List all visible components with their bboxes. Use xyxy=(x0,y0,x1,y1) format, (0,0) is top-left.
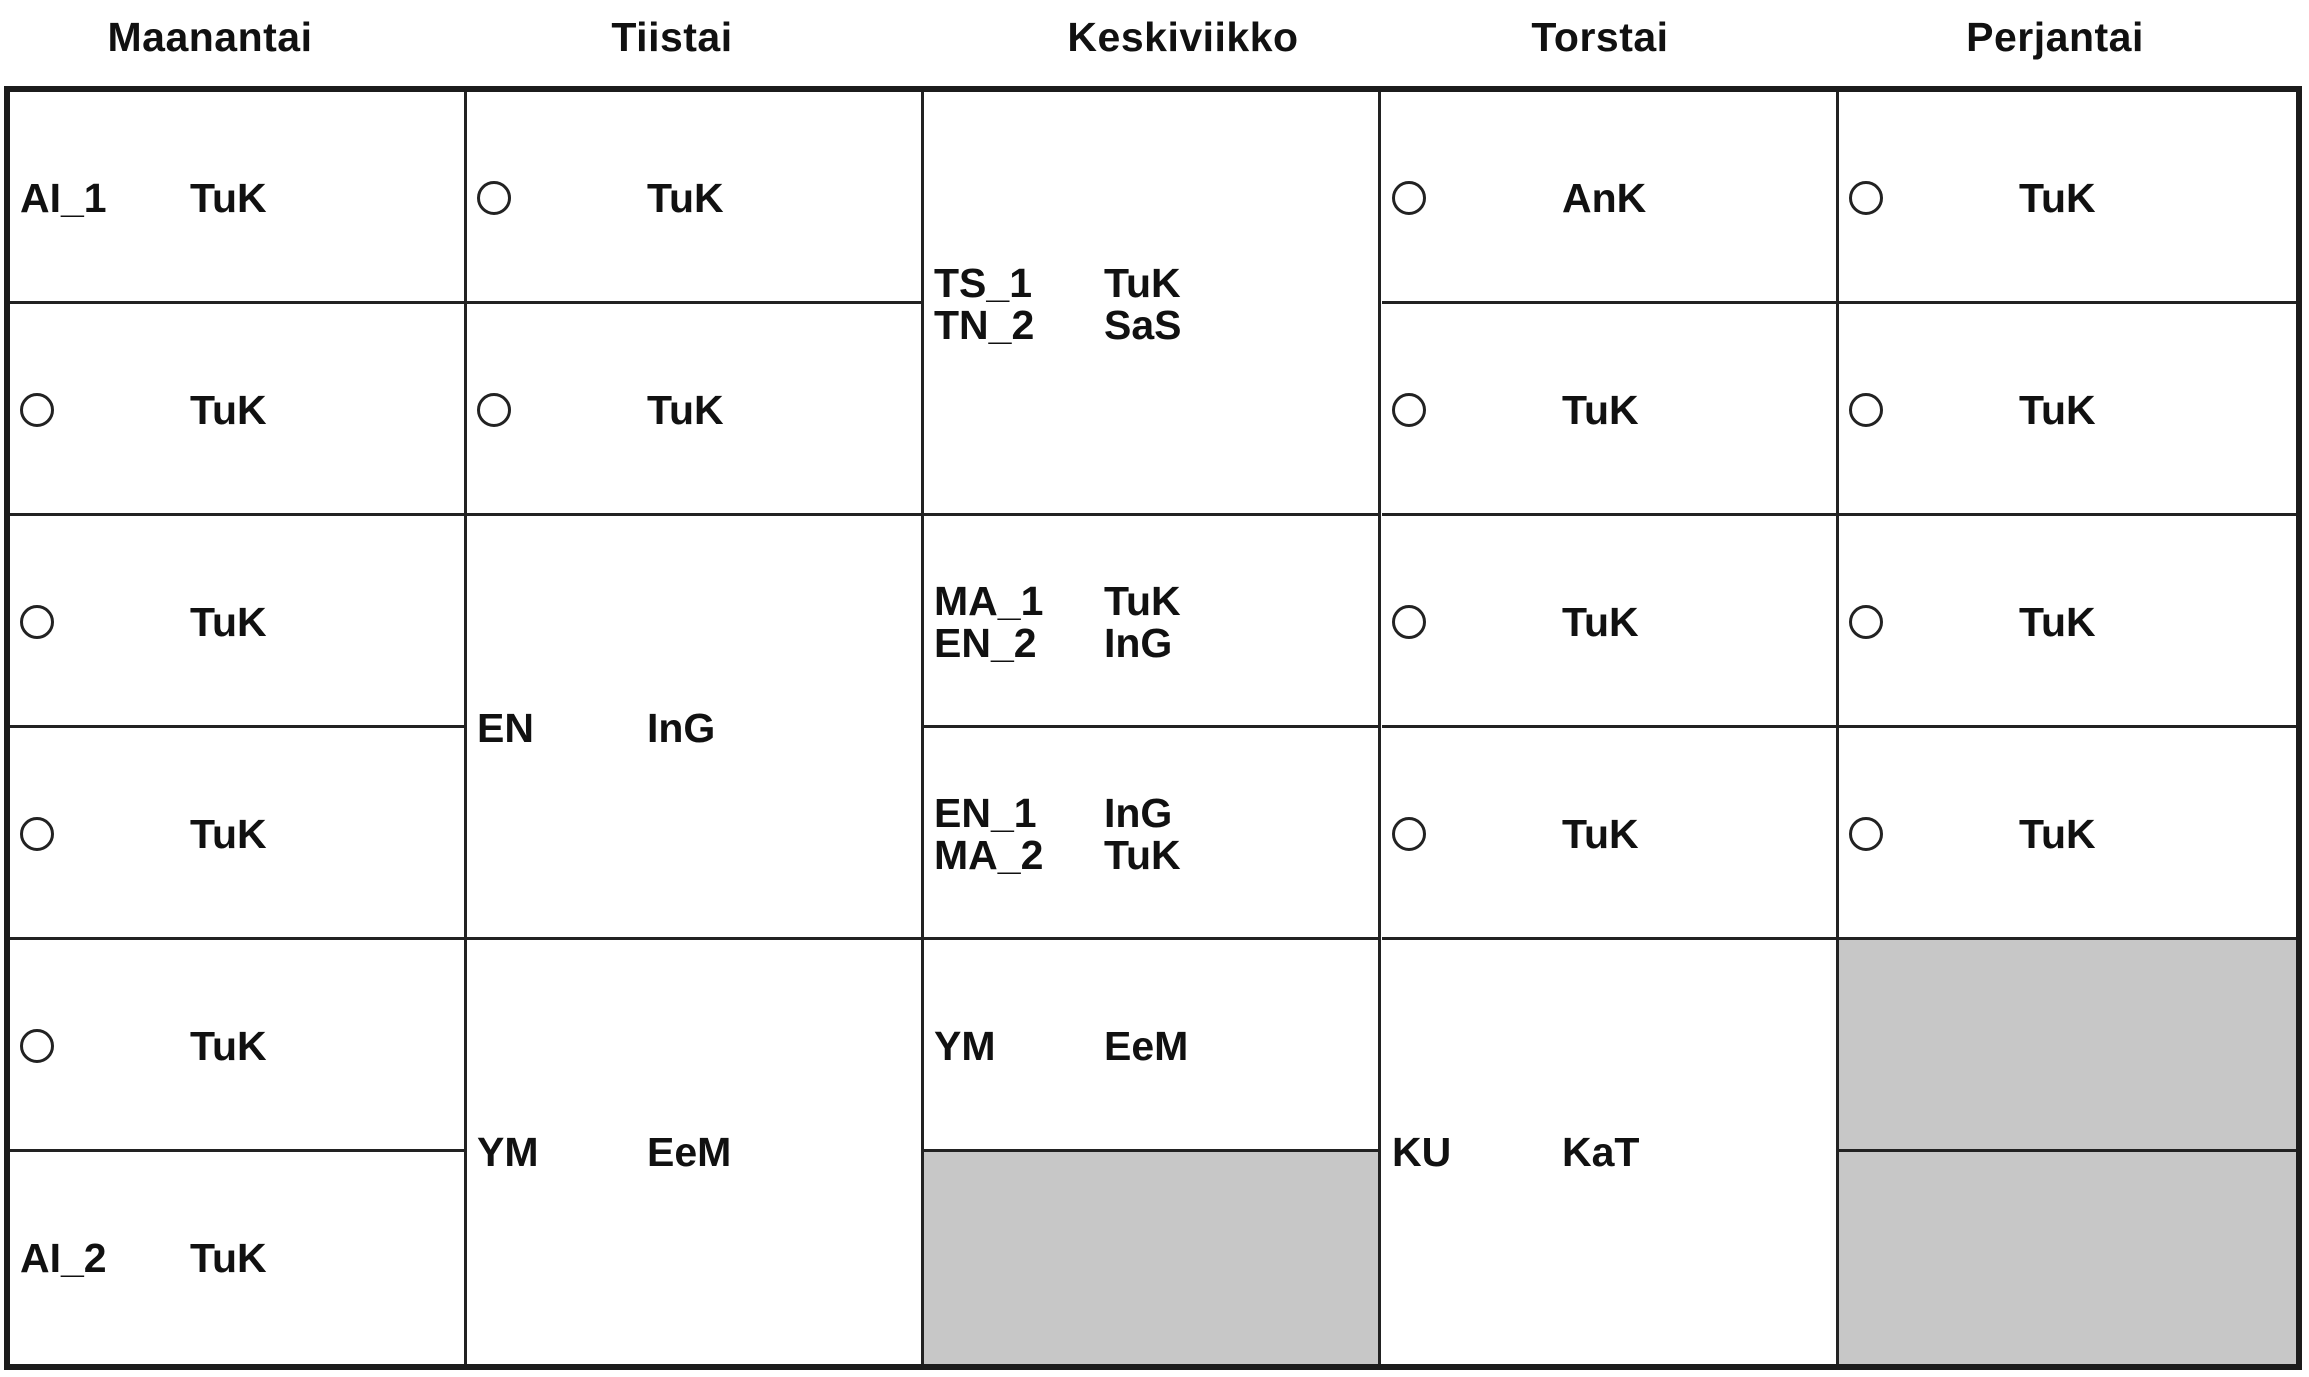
day-header-thursday: Torstai xyxy=(1531,14,1669,60)
teacher-code: TuK xyxy=(1562,387,1639,433)
teacher-code: TuK xyxy=(2019,811,2096,857)
day-header-row xyxy=(0,0,2309,84)
teacher-code: TuK xyxy=(190,1235,267,1281)
lesson-cell xyxy=(1382,516,1836,728)
schedule-grid xyxy=(4,86,2302,1370)
lesson-cell xyxy=(467,516,921,940)
teacher-code: TuK xyxy=(190,599,267,645)
teacher-code: TuK xyxy=(190,175,267,221)
circle-icon xyxy=(20,817,54,851)
course-code: EN_2 xyxy=(934,620,1037,666)
day-header-friday: Perjantai xyxy=(1966,14,2144,60)
day-column-tuesday xyxy=(467,92,924,1364)
teacher-code: TuK xyxy=(2019,387,2096,433)
lesson-cell xyxy=(1839,728,2296,940)
teacher-code: TuK xyxy=(190,1023,267,1069)
teacher-code: TuK xyxy=(647,387,724,433)
course-code: AI_1 xyxy=(20,175,107,221)
day-column-friday xyxy=(1839,92,2296,1364)
course-code: MA_1 xyxy=(934,578,1044,624)
lesson-cell xyxy=(924,728,1378,940)
teacher-code: TuK xyxy=(190,387,267,433)
lesson-cell xyxy=(924,92,1378,516)
course-code: TS_1 xyxy=(934,260,1032,306)
circle-icon xyxy=(1392,393,1426,427)
empty-slot xyxy=(1839,1152,2296,1364)
course-code: YM xyxy=(477,1129,539,1175)
course-code: TN_2 xyxy=(934,302,1035,348)
day-column-monday xyxy=(10,92,467,1364)
circle-icon xyxy=(1849,605,1883,639)
lesson-cell xyxy=(467,940,921,1364)
lesson-cell xyxy=(10,940,464,1152)
circle-icon xyxy=(1392,181,1426,215)
circle-icon xyxy=(1849,817,1883,851)
lesson-cell xyxy=(10,92,464,304)
lesson-cell xyxy=(1839,304,2296,516)
teacher-code: TuK xyxy=(1562,811,1639,857)
day-column-wednesday xyxy=(924,92,1381,1364)
circle-icon xyxy=(20,605,54,639)
teacher-code: EeM xyxy=(1104,1023,1189,1069)
teacher-code: TuK xyxy=(1104,832,1181,878)
day-header-monday: Maanantai xyxy=(107,14,313,60)
lesson-cell xyxy=(1382,304,1836,516)
teacher-code: TuK xyxy=(190,811,267,857)
circle-icon xyxy=(20,1029,54,1063)
course-code: KU xyxy=(1392,1129,1452,1175)
teacher-code: EeM xyxy=(647,1129,732,1175)
course-code: MA_2 xyxy=(934,832,1044,878)
lesson-cell xyxy=(1382,92,1836,304)
circle-icon xyxy=(1849,393,1883,427)
circle-icon xyxy=(20,393,54,427)
teacher-code: TuK xyxy=(2019,175,2096,221)
lesson-cell xyxy=(467,304,921,516)
teacher-code: TuK xyxy=(1104,578,1181,624)
circle-icon xyxy=(477,393,511,427)
lesson-cell xyxy=(10,728,464,940)
circle-icon xyxy=(1392,605,1426,639)
teacher-code: InG xyxy=(1104,790,1173,836)
teacher-code: InG xyxy=(647,705,716,751)
lesson-cell xyxy=(924,940,1378,1152)
lesson-cell xyxy=(467,92,921,304)
lesson-cell xyxy=(924,516,1378,728)
course-code: EN_1 xyxy=(934,790,1037,836)
course-code: EN xyxy=(477,705,534,751)
teacher-code: AnK xyxy=(1562,175,1647,221)
teacher-code: SaS xyxy=(1104,302,1182,348)
teacher-code: TuK xyxy=(647,175,724,221)
course-code: AI_2 xyxy=(20,1235,107,1281)
lesson-cell xyxy=(10,304,464,516)
teacher-code: InG xyxy=(1104,620,1173,666)
lesson-cell xyxy=(10,1152,464,1364)
empty-slot xyxy=(1839,940,2296,1152)
teacher-code: KaT xyxy=(1562,1129,1640,1175)
day-header-tuesday: Tiistai xyxy=(611,14,733,60)
course-code: YM xyxy=(934,1023,996,1069)
day-column-thursday xyxy=(1382,92,1839,1364)
teacher-code: TuK xyxy=(1104,260,1181,306)
teacher-code: TuK xyxy=(1562,599,1639,645)
circle-icon xyxy=(1392,817,1426,851)
lesson-cell xyxy=(1382,940,1836,1364)
lesson-cell xyxy=(1839,516,2296,728)
circle-icon xyxy=(1849,181,1883,215)
teacher-code: TuK xyxy=(2019,599,2096,645)
lesson-cell xyxy=(10,516,464,728)
lesson-cell xyxy=(1382,728,1836,940)
empty-slot xyxy=(924,1152,1378,1364)
circle-icon xyxy=(477,181,511,215)
day-header-wednesday: Keskiviikko xyxy=(1067,14,1299,60)
lesson-cell xyxy=(1839,92,2296,304)
